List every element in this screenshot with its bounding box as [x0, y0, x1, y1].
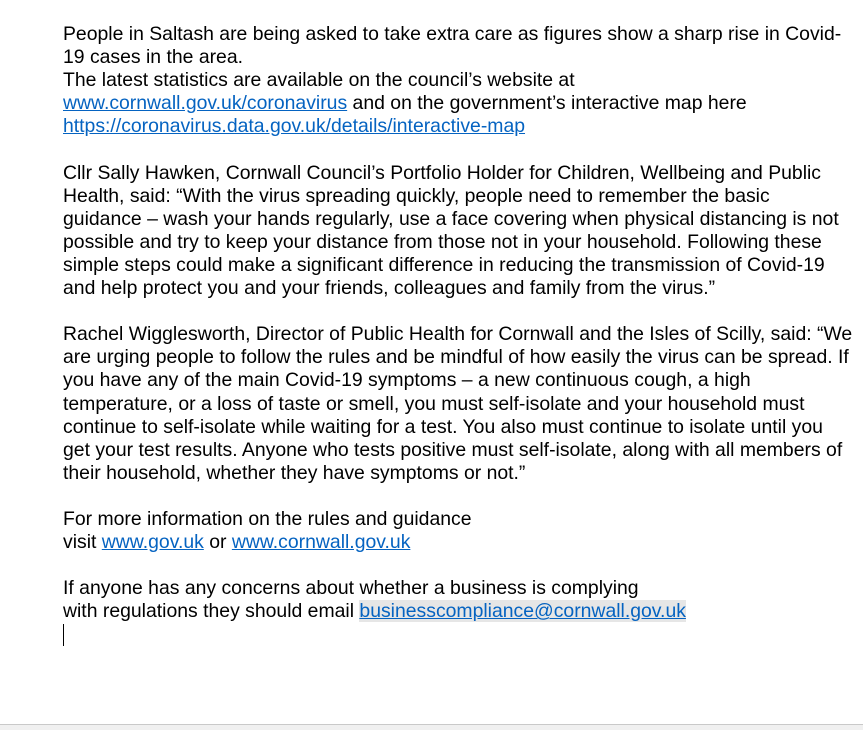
text-cursor — [63, 624, 64, 646]
paragraph-business-compliance — [63, 577, 853, 623]
map-text: and on the government’s interactive map here — [347, 92, 747, 115]
cornwall-gov-uk-link[interactable]: www.cornwall.gov.uk — [231, 531, 411, 554]
document-body — [63, 23, 853, 647]
or-text: or — [203, 531, 232, 554]
intro-text: People in Saltash are being asked to take extra care as figures show a sharp rise in Covid-19 cases in the area. — [63, 23, 842, 69]
empty-line[interactable] — [63, 623, 853, 646]
paragraph-hawken-quote: Cllr Sally Hawken, Cornwall Council’s Portfolio Holder for Children, Wellbeing and Public Health, said: “With the virus spreading quickly, people need to remember the basic guidance – wash your hands regularly, use a face covering when physical distancing is not possible and try to keep your distance from those not in your household. Following these simple steps could make a significant difference in reducing the transmission of Covid-19 and help protect you and your friends, colleagues and family from the virus.” — [63, 161, 839, 300]
paragraph-wigglesworth-quote: Rachel Wigglesworth, Director of Public Health for Cornwall and the Isles of Scilly, said: “We are urging people to follow the rules and be mindful of how easily the virus can be spread. If you have any of the main Covid-19 symptoms – a new continuous cough, a high temperature, or a loss of taste or smell, you must self-isolate and your household must continue to self-isolate while waiting for a test. You also must continue to isolate until you get your test results. Anyone who tests positive must self-isolate, along with all members of their household, whether they have symptoms or not.” — [63, 323, 853, 484]
business-compliance-email-link[interactable]: businesscompliance@cornwall.gov.uk — [359, 600, 686, 623]
window-bottom-edge — [0, 724, 863, 730]
visit-text: visit — [63, 531, 102, 554]
paragraph-intro — [63, 23, 853, 138]
statistics-text: The latest statistics are available on the council’s website at — [63, 69, 575, 92]
paragraph-gap — [63, 554, 853, 577]
paragraph-gap — [63, 485, 853, 508]
paragraph-gap — [63, 300, 853, 323]
gov-uk-link[interactable]: www.gov.uk — [101, 531, 204, 554]
more-info-text: For more information on the rules and guidance — [63, 507, 472, 530]
cornwall-coronavirus-link[interactable]: www.cornwall.gov.uk/coronavirus — [63, 92, 348, 115]
paragraph-more-info — [63, 508, 853, 554]
paragraph-gap — [63, 138, 853, 161]
interactive-map-link[interactable]: https://coronavirus.data.gov.uk/details/interactive-map — [63, 115, 526, 138]
email-prompt-text: with regulations they should email — [63, 600, 360, 623]
concerns-text: If anyone has any concerns about whether a business is complying — [63, 577, 639, 600]
